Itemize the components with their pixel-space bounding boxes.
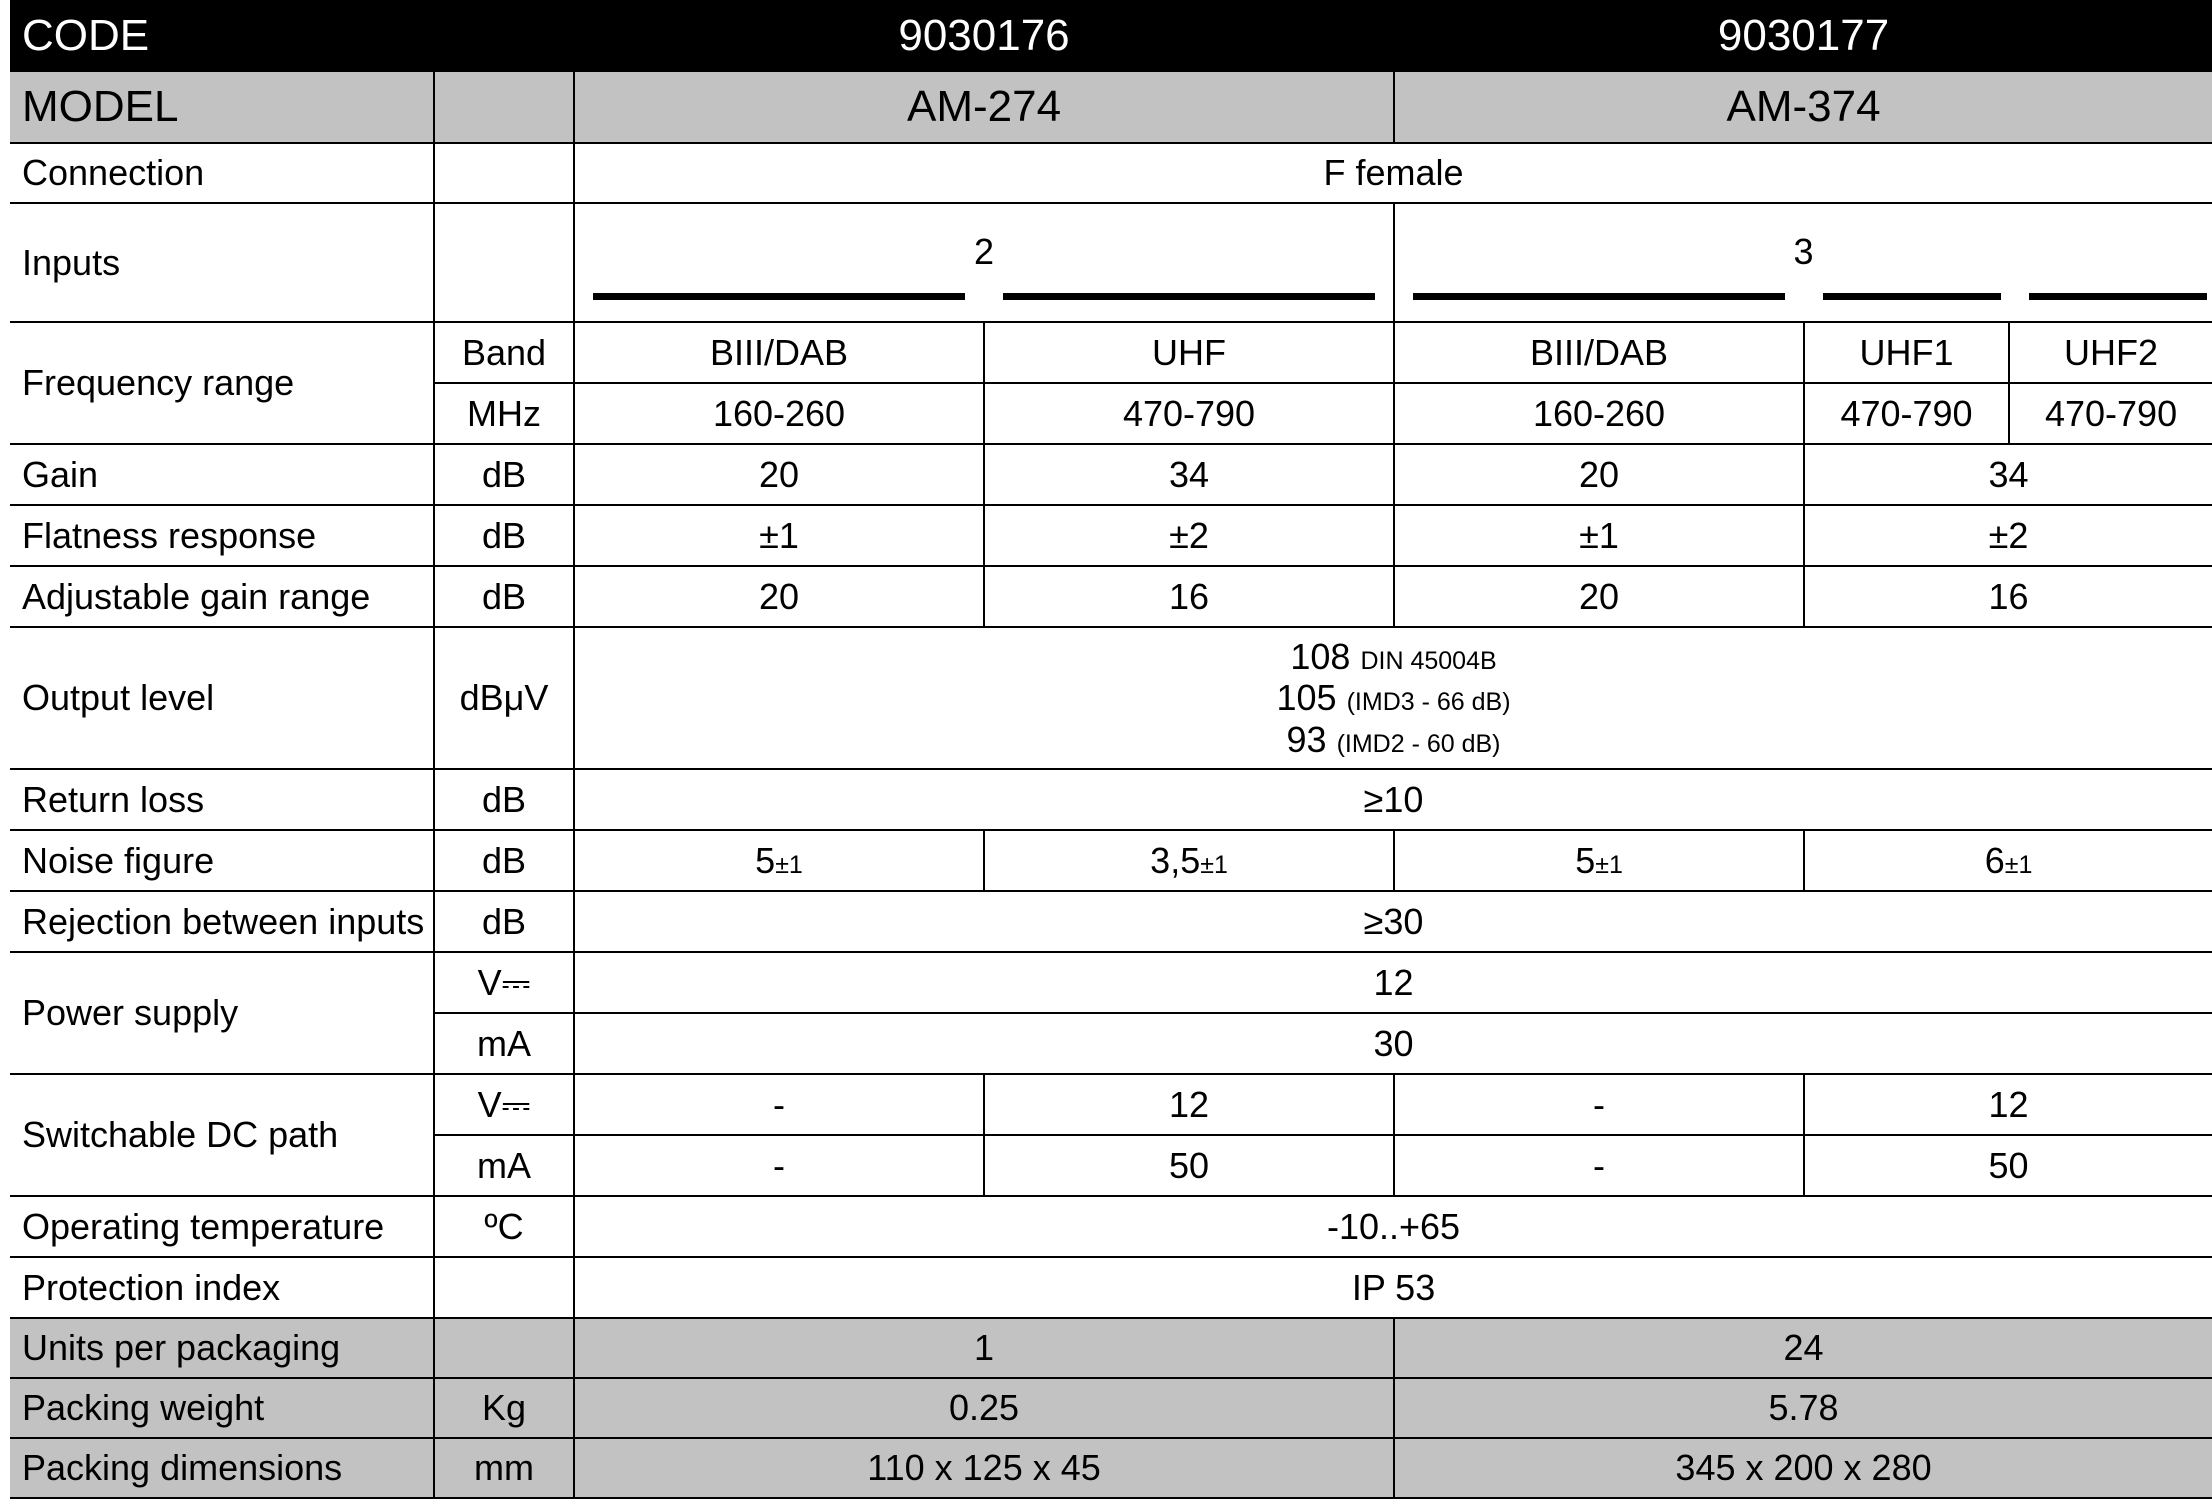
rejection-label: Rejection between inputs xyxy=(10,891,434,952)
connection-row xyxy=(10,143,2212,203)
dc-path-value: - xyxy=(574,1135,984,1196)
adjustable-label: Adjustable gain range xyxy=(10,566,434,627)
model-row xyxy=(10,71,2212,143)
gain-row xyxy=(10,444,2212,505)
range-cell: 470-790 xyxy=(984,383,1394,444)
power-unit-v: V⎓ xyxy=(434,952,574,1013)
model-unit-cell xyxy=(434,71,574,143)
output-row xyxy=(10,627,2212,769)
band-cell: BIII/DAB xyxy=(574,322,984,383)
noise-value: 3,5±1 xyxy=(984,830,1394,891)
gain-unit: dB xyxy=(434,444,574,505)
band-cell: UHF xyxy=(984,322,1394,383)
units-value: 24 xyxy=(1394,1318,2212,1378)
units-value: 1 xyxy=(574,1318,1394,1378)
rejection-row xyxy=(10,891,2212,952)
spec-table xyxy=(10,0,2212,1499)
adjustable-value: 16 xyxy=(1804,566,2212,627)
units-row xyxy=(10,1318,2212,1378)
weight-row xyxy=(10,1378,2212,1438)
frequency-band-row xyxy=(10,322,2212,383)
adjustable-value: 20 xyxy=(574,566,984,627)
output-label: Output level xyxy=(10,627,434,769)
weight-value: 5.78 xyxy=(1394,1378,2212,1438)
noise-unit: dB xyxy=(434,830,574,891)
range-cell: 470-790 xyxy=(2009,383,2212,444)
input-bar xyxy=(593,293,965,300)
input-bar xyxy=(1413,293,1785,300)
gain-value: 20 xyxy=(1394,444,1804,505)
dimensions-value: 345 x 200 x 280 xyxy=(1394,1438,2212,1498)
protection-row xyxy=(10,1257,2212,1318)
dimensions-value: 110 x 125 x 45 xyxy=(574,1438,1394,1498)
dc-path-value: - xyxy=(1394,1074,1804,1135)
temperature-row xyxy=(10,1196,2212,1257)
inputs-label: Inputs xyxy=(10,203,434,322)
rejection-unit: dB xyxy=(434,891,574,952)
dc-path-value: - xyxy=(574,1074,984,1135)
flatness-row xyxy=(10,505,2212,566)
dc-path-value: 50 xyxy=(984,1135,1394,1196)
band-cell: BIII/DAB xyxy=(1394,322,1804,383)
adjustable-value: 20 xyxy=(1394,566,1804,627)
flatness-value: ±2 xyxy=(1804,505,2212,566)
return-loss-unit: dB xyxy=(434,769,574,830)
dc-path-label: Switchable DC path xyxy=(10,1074,434,1196)
range-cell: 470-790 xyxy=(1804,383,2009,444)
return-loss-label: Return loss xyxy=(10,769,434,830)
protection-unit xyxy=(434,1257,574,1318)
dc-path-value: 12 xyxy=(984,1074,1394,1135)
protection-label: Protection index xyxy=(10,1257,434,1318)
model-label: MODEL xyxy=(10,71,434,143)
band-cell: UHF2 xyxy=(2009,322,2212,383)
power-value-ma: 30 xyxy=(574,1013,2212,1074)
flatness-value: ±1 xyxy=(1394,505,1804,566)
code-am274: 9030176 xyxy=(574,1,1394,71)
gain-value: 20 xyxy=(574,444,984,505)
units-unit xyxy=(434,1318,574,1378)
input-bar xyxy=(2029,293,2207,300)
temperature-value: -10..+65 xyxy=(574,1196,2212,1257)
power-v-row xyxy=(10,952,2212,1013)
dc-path-value: 12 xyxy=(1804,1074,2212,1135)
code-am374: 9030177 xyxy=(1394,1,2212,71)
adjustable-value: 16 xyxy=(984,566,1394,627)
temperature-label: Operating temperature xyxy=(10,1196,434,1257)
temperature-unit: ºC xyxy=(434,1196,574,1257)
output-unit: dBμV xyxy=(434,627,574,769)
dc-path-unit-ma: mA xyxy=(434,1135,574,1196)
frequency-label: Frequency range xyxy=(10,322,434,444)
connection-value: F female xyxy=(574,143,2212,203)
gain-value: 34 xyxy=(984,444,1394,505)
noise-label: Noise figure xyxy=(10,830,434,891)
inputs-am274 xyxy=(574,203,1394,322)
frequency-unit-mhz: MHz xyxy=(434,383,574,444)
band-cell: UHF1 xyxy=(1804,322,2009,383)
return-loss-row xyxy=(10,769,2212,830)
dimensions-unit: mm xyxy=(434,1438,574,1498)
gain-value: 34 xyxy=(1804,444,2212,505)
inputs-row xyxy=(10,203,2212,322)
flatness-value: ±1 xyxy=(574,505,984,566)
output-line-1: 108 DIN 45004B xyxy=(1290,635,1497,677)
inputs-am274-count: 2 xyxy=(973,230,995,272)
noise-value: 5±1 xyxy=(1394,830,1804,891)
weight-unit: Kg xyxy=(434,1378,574,1438)
output-value xyxy=(574,627,2212,769)
flatness-label: Flatness response xyxy=(10,505,434,566)
connection-label: Connection xyxy=(10,143,434,203)
range-cell: 160-260 xyxy=(574,383,984,444)
inputs-am374-count: 3 xyxy=(1793,230,1814,272)
power-unit-ma: mA xyxy=(434,1013,574,1074)
return-loss-value: ≥10 xyxy=(574,769,2212,830)
rejection-value: ≥30 xyxy=(574,891,2212,952)
adjustable-row xyxy=(10,566,2212,627)
connection-unit xyxy=(434,143,574,203)
output-line-2: 105 (IMD3 - 66 dB) xyxy=(1276,677,1511,719)
inputs-am374 xyxy=(1394,203,2212,322)
range-cell: 160-260 xyxy=(1394,383,1804,444)
weight-value: 0.25 xyxy=(574,1378,1394,1438)
input-bar xyxy=(1823,293,2001,300)
units-label: Units per packaging xyxy=(10,1318,434,1378)
model-am374: AM-374 xyxy=(1394,71,2212,143)
adjustable-unit: dB xyxy=(434,566,574,627)
input-bar xyxy=(1003,293,1375,300)
output-line-3: 93 (IMD2 - 60 dB) xyxy=(1286,718,1501,760)
dc-path-v-row xyxy=(10,1074,2212,1135)
frequency-unit-band: Band xyxy=(434,322,574,383)
dimensions-row xyxy=(10,1438,2212,1498)
flatness-value: ±2 xyxy=(984,505,1394,566)
gain-label: Gain xyxy=(10,444,434,505)
noise-value: 5±1 xyxy=(574,830,984,891)
dimensions-label: Packing dimensions xyxy=(10,1438,434,1498)
power-value-v: 12 xyxy=(574,952,2212,1013)
code-label: CODE xyxy=(10,1,574,71)
inputs-unit xyxy=(434,203,574,322)
dc-path-value: - xyxy=(1394,1135,1804,1196)
protection-value: IP 53 xyxy=(574,1257,2212,1318)
dc-path-unit-v: V⎓ xyxy=(434,1074,574,1135)
power-label: Power supply xyxy=(10,952,434,1074)
code-row xyxy=(10,1,2212,71)
weight-label: Packing weight xyxy=(10,1378,434,1438)
noise-row xyxy=(10,830,2212,891)
dc-path-value: 50 xyxy=(1804,1135,2212,1196)
model-am274: AM-274 xyxy=(574,71,1394,143)
noise-value: 6±1 xyxy=(1804,830,2212,891)
flatness-unit: dB xyxy=(434,505,574,566)
